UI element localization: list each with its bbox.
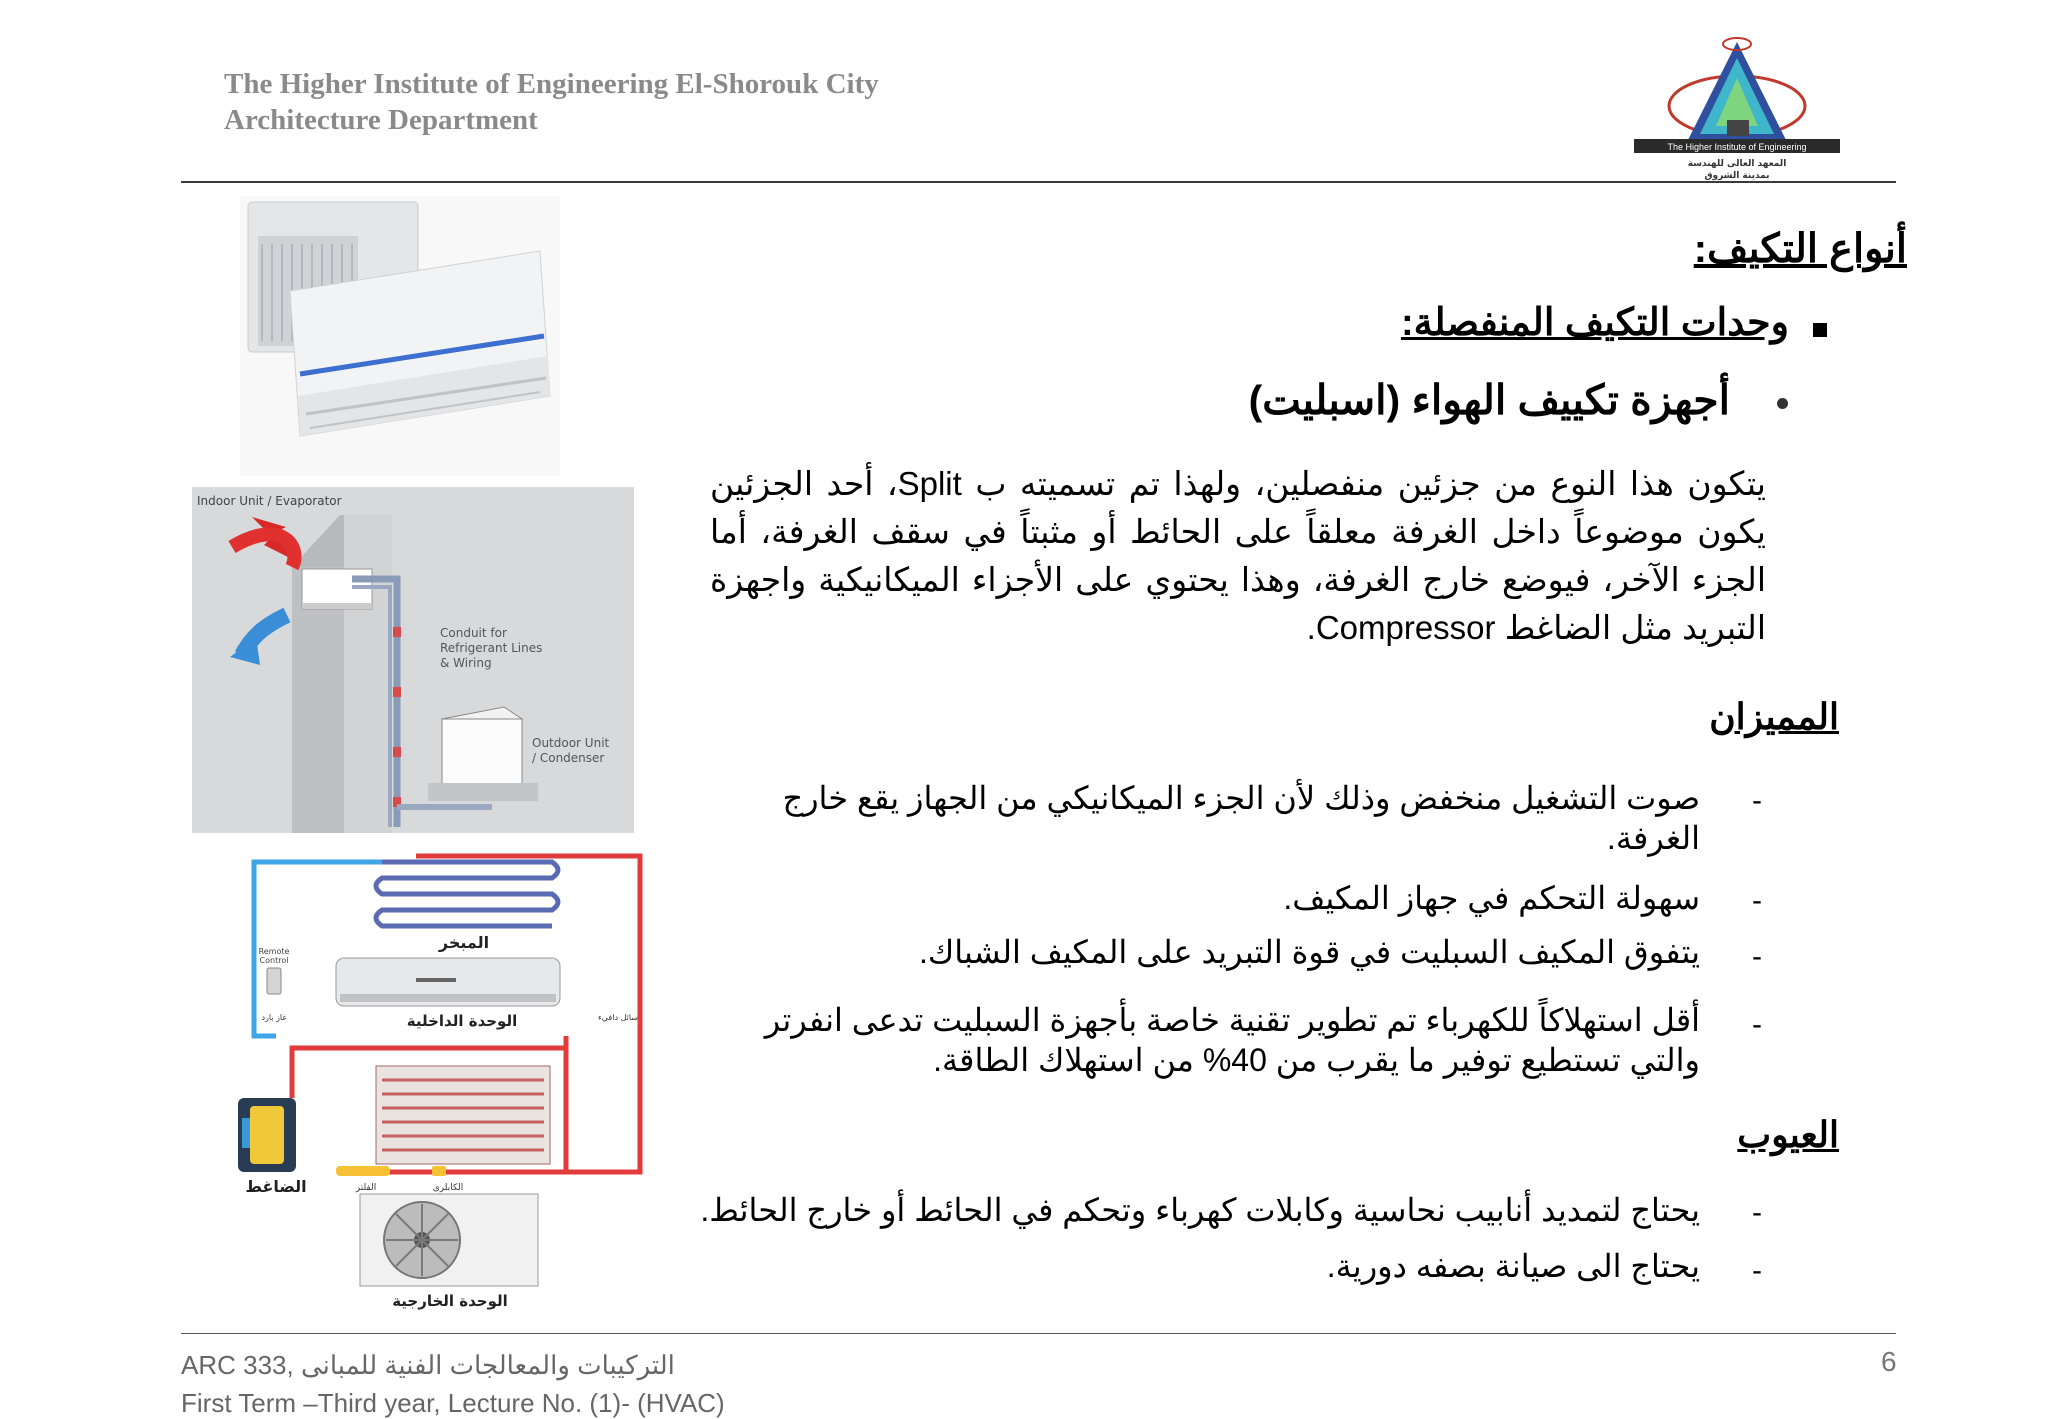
institute-header [224,66,879,138]
footer-term: First Term –Third year, Lecture No. (1)- (HVAC) [181,1388,725,1418]
outdoor-unit-label-1: Outdoor Unit [532,736,610,750]
footer-course [181,1350,675,1381]
advantages-heading: المميزان [1709,696,1839,737]
disadvantage-item-2: يحتاج الى صيانة بصفه دورية. [1326,1248,1700,1284]
page-number: 6 [1881,1346,1897,1377]
outdoor-unit-ar-label: الوحدة الخارجية [392,1292,508,1310]
capillary-label: الكابلرى [432,1183,464,1193]
square-bullet-icon [1813,323,1827,337]
refrigeration-cycle-diagram [236,848,656,1318]
disadvantages-heading: العيوب [1737,1114,1839,1155]
list-dash-icon: - [1752,1008,1762,1041]
split-ac-photo [240,196,560,476]
round-bullet-icon [1777,398,1788,409]
indoor-unit-ar-label: الوحدة الداخلية [406,1012,518,1030]
cold-gas-label: غاز بارد [261,1013,287,1022]
remote-label-1: Remote [258,947,290,956]
disadvantage-item-1: يحتاج لتمديد أنابيب نحاسية وكابلات كهرباء وتحكم في الحائط أو خارج الحائط. [700,1192,1700,1228]
split-system-diagram [192,487,634,833]
list-dash-icon: - [1752,1196,1762,1229]
logo-text-en: The Higher Institute of Engineering [1667,142,1807,152]
conduit-label-1: Conduit for [440,626,507,640]
hot-liquid-label: سائل دافيء [597,1013,639,1022]
logo-text-ar-1: المعهد العالى للهندسة [1687,159,1787,169]
footer-divider [181,1333,1896,1334]
institute-name: The Higher Institute of Engineering El-Shorouk City [224,68,879,100]
advantage-item-1: صوت التشغيل منخفض وذلك لأن الجزء الميكانيكي من الجهاز يقع خارج الغرفة. [782,780,1700,856]
logo-text-ar-2: بمدينة الشروق [1704,171,1770,181]
indoor-unit-label: Indoor Unit / Evaporator [197,494,342,508]
page-title: أنواع التكيف: [1693,227,1907,271]
list-dash-icon: - [1752,884,1762,917]
advantage-item-3: يتفوق المكيف السبليت في قوة التبريد على المكيف الشباك. [918,934,1700,970]
header-divider [181,181,1896,183]
section-subtitle: وحدات التكيف المنفصلة: [1401,302,1789,344]
evaporator-label: المبخر [438,933,490,952]
advantage-item-4: أقل استهلاكاً للكهرباء تم تطوير تقنية خاصة بأجهزة السبليت تدعى انفرتر والتي تستطيع توفير ما يقرب من 40% من استهلاك الطاقة. [764,1002,1700,1078]
department-name: Architecture Department [224,104,538,136]
list-dash-icon: - [1752,784,1762,817]
course-name-ar: التركيبات والمعالجات الفنية للمبانى [300,1350,675,1380]
section-heading: أجهزة تكييف الهواء (اسبليت) [1248,377,1730,423]
outdoor-unit-label-2: / Condenser [532,751,605,765]
course-code: ARC 333, [181,1350,294,1380]
filter-label: الفلتر [355,1183,377,1193]
compressor-ar-label: الضاغط [245,1177,307,1196]
conduit-label-3: & Wiring [440,656,492,670]
conduit-label-2: Refrigerant Lines [440,641,543,655]
list-dash-icon: - [1752,940,1762,973]
remote-label-2: Control [259,956,289,965]
list-dash-icon: - [1752,1254,1762,1287]
split-description-paragraph: يتكون هذا النوع من جزئين منفصلين، ولهذا تم تسميته ب Split، أحد الجزئين يكون موضوعاً داخل الغرفة معلقاً على الحائط أو مثبتاً في سقف الغرفة، أما الجزء الآخر، فيوضع خارج الغرفة، وهذا يحتوي على الأجزاء الميكانيكية واجهزة التبريد مثل الضاغط Compressor. [710,465,1766,646]
advantage-item-2: سهولة التحكم في جهاز المكيف. [1283,880,1700,916]
institute-logo [1632,34,1842,184]
